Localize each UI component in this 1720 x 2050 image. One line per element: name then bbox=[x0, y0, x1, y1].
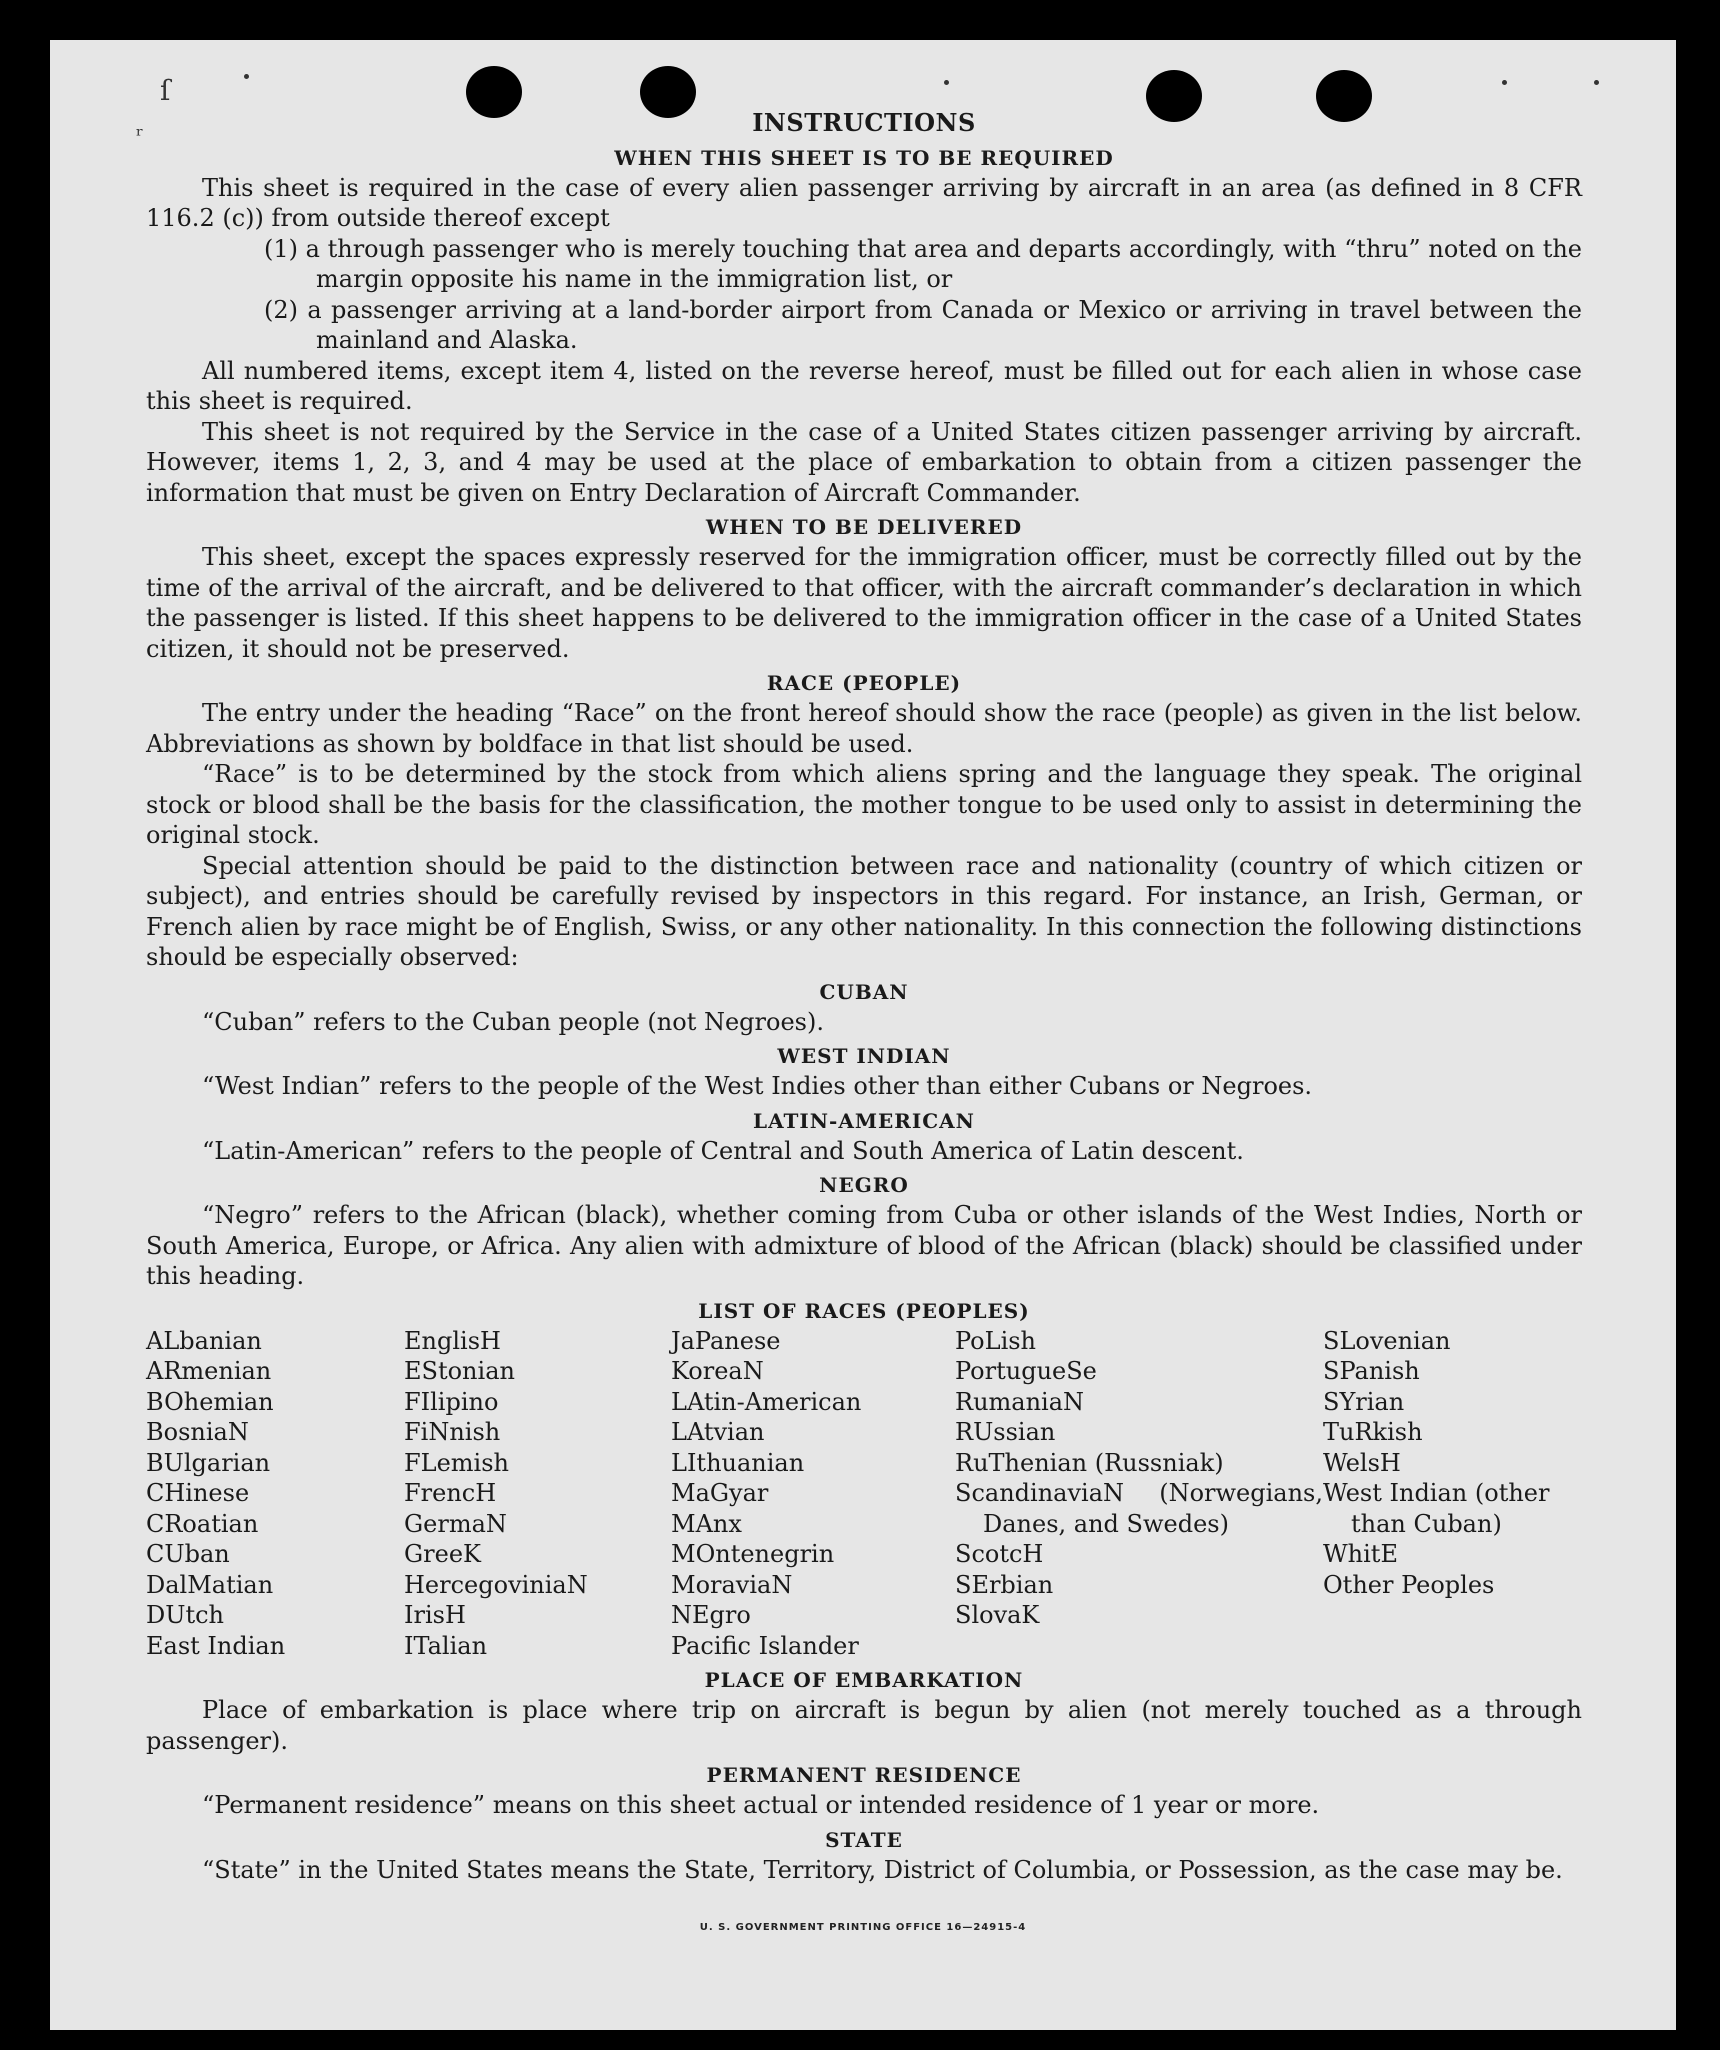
race-item: RUssian bbox=[955, 1418, 1056, 1446]
section-heading-negro: NEGRO bbox=[819, 1173, 909, 1197]
instructions-content bbox=[146, 108, 1582, 1885]
paragraph: This sheet is not required by the Service in the case of a United States citizen passenger arriving by aircraft. However, items 1, 2, 3, and 4 may be used at the place of embarkation to obtain from a citizen passenger the information that must be given on Entry Declaration of Aircraft Commander. bbox=[146, 417, 1582, 507]
paragraph: All numbered items, except item 4, listed on the reverse hereof, must be filled out for each alien in whose case this sheet is required. bbox=[146, 356, 1582, 415]
list-item: (2) a passenger arriving at a land-border airport from Canada or Mexico or arriving in travel between the mainland and Alaska. bbox=[264, 295, 1582, 354]
race-column bbox=[1323, 1326, 1582, 1662]
race-item: BUlgarian bbox=[146, 1448, 271, 1477]
race-item: BOhemian bbox=[146, 1387, 274, 1416]
race-item: DUtch bbox=[146, 1601, 225, 1629]
section-heading-cuban: CUBAN bbox=[819, 979, 909, 1004]
race-item: LIthuanian bbox=[671, 1448, 805, 1477]
race-item: JaPanese bbox=[671, 1326, 781, 1355]
page-title: INSTRUCTIONS bbox=[752, 108, 976, 137]
section-heading-required: WHEN THIS SHEET IS TO BE REQUIRED bbox=[614, 145, 1114, 170]
race-item: GreeK bbox=[404, 1540, 481, 1568]
race-item: KoreaN bbox=[671, 1357, 764, 1385]
race-item: CHinese bbox=[146, 1479, 250, 1507]
section-heading-race-list: LIST OF RACES (PEOPLES) bbox=[698, 1298, 1030, 1323]
race-item: WhitE bbox=[1323, 1540, 1398, 1568]
race-item: SYrian bbox=[1323, 1387, 1405, 1416]
race-list bbox=[146, 1326, 1582, 1662]
section-heading-residence: PERMANENT RESIDENCE bbox=[706, 1763, 1022, 1787]
race-item: SErbian bbox=[955, 1570, 1054, 1599]
race-item: FiNnish bbox=[404, 1418, 501, 1446]
pencil-mark: ʳ bbox=[136, 124, 144, 149]
printer-imprint: U. S. GOVERNMENT PRINTING OFFICE 16—24915-4 bbox=[699, 1922, 1027, 1933]
race-item: Pacific Islander bbox=[671, 1631, 859, 1660]
section-heading-race: RACE (PEOPLE) bbox=[766, 671, 962, 695]
race-item: PoLish bbox=[955, 1326, 1037, 1355]
race-item: ARmenian bbox=[146, 1357, 272, 1385]
race-item: TuRkish bbox=[1323, 1418, 1423, 1446]
race-item: HercegoviniaN bbox=[404, 1570, 588, 1599]
speck bbox=[1594, 80, 1599, 85]
race-item: East Indian bbox=[146, 1631, 286, 1660]
race-item: DalMatian bbox=[146, 1570, 274, 1599]
race-item: ITalian bbox=[404, 1631, 488, 1660]
paragraph: The entry under the heading “Race” on the front hereof should show the race (people) as given in the list below. Abbreviations as shown by boldface in that list should be used. bbox=[146, 699, 1582, 758]
race-item: SlovaK bbox=[955, 1601, 1040, 1629]
paragraph: “State” in the United States means the State, Territory, District of Columbia, or Possession, as the case may be. bbox=[202, 1855, 1563, 1884]
race-item: MAnx bbox=[671, 1509, 742, 1538]
race-item: ScotcH bbox=[955, 1540, 1044, 1568]
race-item: CUban bbox=[146, 1540, 230, 1568]
race-item: MoraviaN bbox=[671, 1570, 793, 1599]
race-item: MOntenegrin bbox=[671, 1540, 835, 1568]
section-heading-embarkation: PLACE OF EMBARKATION bbox=[704, 1668, 1024, 1692]
paragraph: “Cuban” refers to the Cuban people (not Negroes). bbox=[202, 1007, 824, 1036]
race-item: PortugueSe bbox=[955, 1357, 1097, 1385]
section-heading-state: STATE bbox=[825, 1827, 903, 1852]
pencil-mark: ſ bbox=[160, 74, 171, 107]
race-item: SLovenian bbox=[1323, 1326, 1451, 1355]
speck bbox=[944, 80, 949, 85]
race-item: LAtin-American bbox=[671, 1387, 862, 1416]
race-item: IrisH bbox=[404, 1601, 466, 1629]
document-page bbox=[50, 40, 1676, 2030]
paragraph: “West Indian” refers to the people of the West Indies other than either Cubans or Negroes. bbox=[202, 1072, 1313, 1100]
paragraph: “Negro” refers to the African (black), whether coming from Cuba or other islands of the West Indies, North or South America, Europe, or Africa. Any alien with admixture of blood of the African (black) should be classified under this heading. bbox=[146, 1201, 1582, 1290]
race-item: WelsH bbox=[1323, 1448, 1401, 1477]
race-item: BosniaN bbox=[146, 1418, 249, 1446]
race-column bbox=[146, 1326, 404, 1662]
paragraph: Special attention should be paid to the distinction between race and nationality (country of which citizen or subject), and entries should be carefully revised by inspectors in this regard. For instance, an Irish, German, or French alien by race might be of English, Swiss, or any other nationality. In this connection the following distinctions should be especially observed: bbox=[146, 851, 1582, 971]
race-item: EStonian bbox=[404, 1357, 515, 1385]
section-heading-west-indian: WEST INDIAN bbox=[777, 1044, 951, 1068]
race-item: FrencH bbox=[404, 1479, 497, 1507]
race-item: Other Peoples bbox=[1323, 1570, 1495, 1599]
race-item: FLemish bbox=[404, 1448, 509, 1477]
speck bbox=[244, 74, 249, 79]
race-item: RuThenian (Russniak) bbox=[955, 1448, 1224, 1477]
race-item: NEgro bbox=[671, 1601, 751, 1629]
race-column bbox=[955, 1326, 1323, 1662]
race-item: EnglisH bbox=[404, 1326, 501, 1355]
paragraph: This sheet is required in the case of every alien passenger arriving by aircraft in an area (as defined in 8 CFR 116.2 (c)) from outside thereof except bbox=[146, 173, 1582, 232]
race-item: ScandinaviaN (Norwegians, Danes, and Swedes) bbox=[955, 1479, 1323, 1538]
section-heading-latin-american: LATIN-AMERICAN bbox=[753, 1108, 975, 1133]
race-column bbox=[671, 1326, 955, 1662]
paragraph: This sheet, except the spaces expressly reserved for the immigration officer, must be correctly filled out by the time of the arrival of the aircraft, and be delivered to that officer, with the aircraft commander’s declaration in which the passenger is listed. If this sheet happens to be delivered to the immigration officer in the case of a United States citizen, it should not be preserved. bbox=[146, 543, 1582, 663]
race-item: CRoatian bbox=[146, 1509, 259, 1538]
speck bbox=[1502, 80, 1507, 85]
race-item: RumaniaN bbox=[955, 1387, 1085, 1416]
paragraph: “Permanent residence” means on this sheet actual or intended residence of 1 year or more. bbox=[202, 1791, 1320, 1819]
race-item: ALbanian bbox=[146, 1326, 262, 1355]
race-item: GermaN bbox=[404, 1509, 507, 1538]
paragraph: “Latin-American” refers to the people of Central and South America of Latin descent. bbox=[202, 1136, 1244, 1165]
race-column bbox=[404, 1326, 671, 1662]
section-heading-delivered: WHEN TO BE DELIVERED bbox=[705, 515, 1023, 539]
list-item: (1) a through passenger who is merely touching that area and departs accordingly, with “thru” noted on the margin opposite his name in the immigration list, or bbox=[264, 234, 1582, 293]
race-item: MaGyar bbox=[671, 1479, 769, 1507]
race-item: LAtvian bbox=[671, 1418, 765, 1446]
paragraph: Place of embarkation is place where trip on aircraft is begun by alien (not merely touched as a through passenger). bbox=[146, 1696, 1582, 1755]
paragraph: “Race” is to be determined by the stock from which aliens spring and the language they speak. The original stock or blood shall be the basis for the classification, the mother tongue to be used only to assist in determining the original stock. bbox=[146, 760, 1582, 849]
race-item: SPanish bbox=[1323, 1357, 1420, 1385]
race-item: West Indian (other than Cuban) bbox=[1323, 1479, 1550, 1538]
race-item: FIlipino bbox=[404, 1387, 499, 1416]
